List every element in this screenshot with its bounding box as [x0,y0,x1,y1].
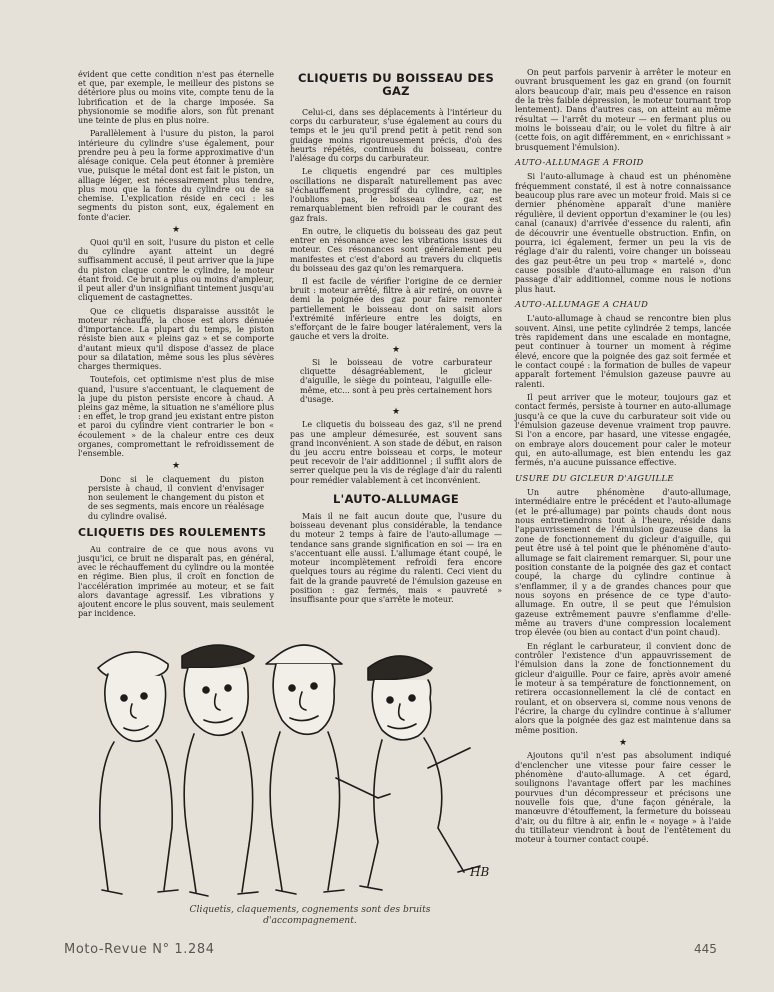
paragraph: Un autre phénomène d'auto-allumage, intermédiaire entre le précédent et l'auto-allumage (et le pré-allumage) par points chauds dont nous nous entretiendrons tout à l'heure, réside dans l'appauvrissement de l'émulsion gazeuse dans la zone de fonctionnement du gicleur d'aiguille, qui peut être usé à tel point que le phénomène d'auto-allumage se fait clairement remarquer. Si, pour une position constante de la poignée des gaz et contact coupé, la charge du cylindre continue à s'enflammer, il y a de grandes chances pour que nous soyons en présence de ce type d'auto-allumage. En outre, il se peut que l'émulsion gazeuse extrêmement pauvre s'enflamme d'elle-même au travers d'une compression localement trop élevée (ou bien au contact d'un point chaud). [515,487,731,638]
paragraph: Au contraire de ce que nous avons vu jusqu'ici, ce bruit ne disparaît pas, en général, avec le réchauffement du cylindre ou la montée en régime. Bien plus, il croît en fonction de l'accélération imprimée au moteur, et se fait alors davantage agressif. Les vibrations y ajoutent encore le plus souvent, mais seulement par incidence. [78,544,274,619]
paragraph: Il est facile de vérifier l'origine de ce dernier bruit : moteur arrêté, filtre à air retiré, on ouvre à demi la poignée des gaz pour faire remonter partiellement le boisseau dont on saisit alors l'extrémité inférieure entre les doigts, en s'efforçant de le faire bouger latéralement, vers la gauche et vers la droite. [290,276,502,342]
paragraph: En outre, le cliquetis du boisseau des gaz peut entrer en résonance avec les vibrations issues du moteur. Ces résonances sont généralement peu manifestes et c'est d'abord au travers du cliquetis du boisseau des gaz qu'on les remarquera. [290,226,502,273]
section-heading: CLIQUETIS DU BOISSEAU DES GAZ [297,71,495,98]
paragraph: Parallèlement à l'usure du piston, la paroi intérieure du cylindre s'use également, pour prendre peu à peu la forme approximative d'un alésage conique. Cela peut étonner à première vue, puisque le métal dont est fait le piston, un alliage léger, est nécessairement plus tendre, plus mou que la fonte du cylindre ou de sa chemise. L'explication réside en ceci : les segments du piston sont, eux, également en fonte d'acier. [78,129,274,222]
star-separator-icon: ★ [171,224,181,235]
caption-line: Cliquetis, claquements, cognements sont des bruits [189,904,431,915]
paragraph: En réglant le carburateur, il convient donc de contrôler l'existence d'un appauvrissement de l'émulsion dans la zone de fonctionnement du gicleur d'aiguille. Pour ce faire, après avoir amené le moteur à sa température de fonctionnement, on retirera occasionnellement la clé de contact en roulant, et on observera si, comme nous venons de l'écrire, la charge du cylindre continue à s'allumer alors que la poignée des gaz est maintenue dans sa même position. [515,640,731,735]
paragraph: L'auto-allumage à chaud se rencontre bien plus souvent. Ainsi, une petite cylindrée 2 temps, lancée très rapidement dans une escalade en montagne, peut continuer à tourner un moment à régime élevé, encore que la poignée des gaz soit fermée et le contact coupé : la formation de bulles de vapeur apparaît fortement l'émulsion gazeuse pauvre au ralenti. [515,313,731,389]
paragraph: Que ce cliquetis disparaisse aussitôt le moteur réchauffé, la chose est alors dénuée d'importance. La plupart du temps, le piston résiste bien aux « pleins gaz » et se comporte d'autant mieux qu'il dispose d'assez de place pour sa dilatation, même sous les plus sévères charges thermiques. [78,306,274,372]
section-heading: AUTO-ALLUMAGE A CHAUD [515,298,649,309]
paragraph: Si l'auto-allumage à chaud est un phénomène fréquemment constaté, il est à notre connaissance beaucoup plus rare avec un moteur froid. Mais si ce dernier phénomène apparaît d'une manière régulière, il devient opportun d'examiner le (ou les) canal (canaux) d'arrivée d'essence du ralenti, afin de découvrir une éventuelle obstruction. Enfin, on pourra, ici également, fermer un peu la vis de réglage d'air du ralenti, voire changer un boisseau des gaz peut-être un peu trop « martelé », donc cause possible d'auto-allumage en raison d'un passage d'air additionnel, comme nous le notions plus haut. [515,171,731,294]
paragraph: Le cliquetis engendré par ces multiples oscillations ne disparaît naturellement pas avec l'échauffement progressif du cylindre, car, ne l'oublions pas, le boisseau des gaz est remarquablement bien refroidi par le courant des gaz frais. [290,167,502,223]
column-left [78,70,274,623]
paragraph: On peut parfois parvenir à arrêter le moteur en ouvrant brusquement les gaz en grand (on fournit alors beaucoup d'air, mais peu d'essence en raison de la très faible dépression, le moteur tournant trop lentement). Dans d'autres cas, on atteint au même résultat — l'arrêt du moteur — en fermant plus ou moins le boisseau d'air, ou le volet du filtre à air (cette fois, on agit différemment, en « enrichissant » brusquement l'émulsion). [515,67,731,152]
star-separator-icon: ★ [618,738,628,749]
paragraph: Celui-ci, dans ses déplacements à l'intérieur du corps du carburateur, s'use également au cours du temps et le jeu qu'il prend petit à petit rend son guidage moins rigoureusement précis, d'où des heurts répétés, continuels du boisseau, contre l'alésage du corps du carburateur. [290,108,502,164]
column-right [515,68,731,849]
cartoon-figure [98,652,178,894]
illustration-caption [130,904,490,926]
magazine-issue: Moto-Revue N° 1.284 [64,942,215,957]
section-heading: USURE DU GICLEUR D'AIGUILLE [515,472,674,483]
paragraph: Quoi qu'il en soit, l'usure du piston et celle du cylindre ayant atteint un degré suffisamment accusé, il peut arriver que la jupe du piston claque contre le cylindre, le moteur étant froid. Ce bruit a plus ou moins d'ampleur, il peut aller d'un insignifiant tintement jusqu'au cliquement de castagnettes. [78,237,274,303]
column-middle [290,68,502,608]
section-heading: AUTO-ALLUMAGE A FROID [515,157,644,168]
cartoon-figure [266,645,390,894]
paragraph: Donc si le claquement du piston persiste à chaud, il convient d'envisager non seulement le changement du piston et de ses segments, mais encore un réalésage du cylindre ovalisé. [88,474,264,521]
cartoon-figure [182,645,258,896]
paragraph: évident que cette condition n'est pas éternelle et que, par exemple, le meilleur des pistons se détériore plus ou moins vite, compte tenu de la lubrification et de la charge imposée. Sa physionomie se modifie alors, son fût prenant une teinte de plus en plus noire. [78,70,274,126]
paragraph: Le cliquetis du boisseau des gaz, s'il ne prend pas une ampleur démesurée, est souvent sans grand inconvénient. A son stade de début, en raison du jeu accru entre boisseau et corps, le moteur peut recevoir de l'air additionnel ; il suffit alors de serrer quelque peu la vis de réglage d'air du ralenti pour remédier valablement à cet inconvénient. [290,420,502,485]
cartoon-illustration [78,628,504,904]
paragraph: Ajoutons qu'il n'est pas absolument indiqué d'enclencher une vitesse pour faire cesser le phénomène d'auto-allumage. A cet égard, soulignons l'avantage offert par les machines pourvues d'un décompresseur et précisons une nouvelle fois que, d'une façon générale, la manœuvre d'étouffement, la fermeture du boisseau d'air, ou du filtre à air, enfin le « noyage » à l'aide du titillateur viendront à bout de l'entêtement du moteur à tourner contact coupé. [515,750,731,845]
paragraph: Il peut arriver que le moteur, toujours gaz et contact fermés, persiste à tourner en auto-allumage jusqu'à ce que la cuve du carburateur soit vide ou l'émulsion gazeuse devenue vraiment trop pauvre. Si l'on a encore, par hasard, une vitesse engagée, on embraye alors doucement pour caler le moteur qui, en auto-allumage, est bien entendu les gaz fermés, n'a aucune puissance effective. [515,392,731,468]
star-separator-icon: ★ [391,344,401,355]
caption-line: d'accompagnement. [263,915,357,926]
page-number: 445 [694,942,717,956]
paragraph: Si le boisseau de votre carburateur cliquette désagréablement, le gicleur d'aiguille, le siège du pointeau, l'aiguille elle-même, etc... sont à peu près certainement hors d'usage. [300,357,492,404]
artist-signature: HB [470,865,490,879]
section-heading: CLIQUETIS DES ROULEMENTS [78,525,267,539]
star-separator-icon: ★ [391,407,401,418]
cartoon-figure [360,656,480,890]
paragraph: Toutefois, cet optimisme n'est plus de mise quand, l'usure s'accentuant, le claquement de la jupe du piston persiste encore à chaud. A pleins gaz même, la situation ne s'améliore plus : en effet, le trop grand jeu existant entre piston et paroi du cylindre vient contrarier le bon « écoulement » de la chaleur entre ces deux organes, compromettant le refroidissement de l'ensemble. [78,375,274,459]
star-separator-icon: ★ [171,461,181,472]
section-heading: L'AUTO-ALLUMAGE [333,491,459,506]
paragraph: Mais il ne fait aucun doute que, l'usure du boisseau devenant plus considérable, la tendance du moteur 2 temps à faire de l'auto-allumage — tendance sans grande signification en soi — ira en s'accentuant elle aussi. L'allumage étant coupé, le moteur incomplètement refroidi fera encore quelques tours au régime du ralenti. Ceci vient du fait de la grande pauvreté de l'émulsion gazeuse en position : gaz fermés, mais « pauvreté » insuffisante pour que s'arrête le moteur. [290,511,502,605]
